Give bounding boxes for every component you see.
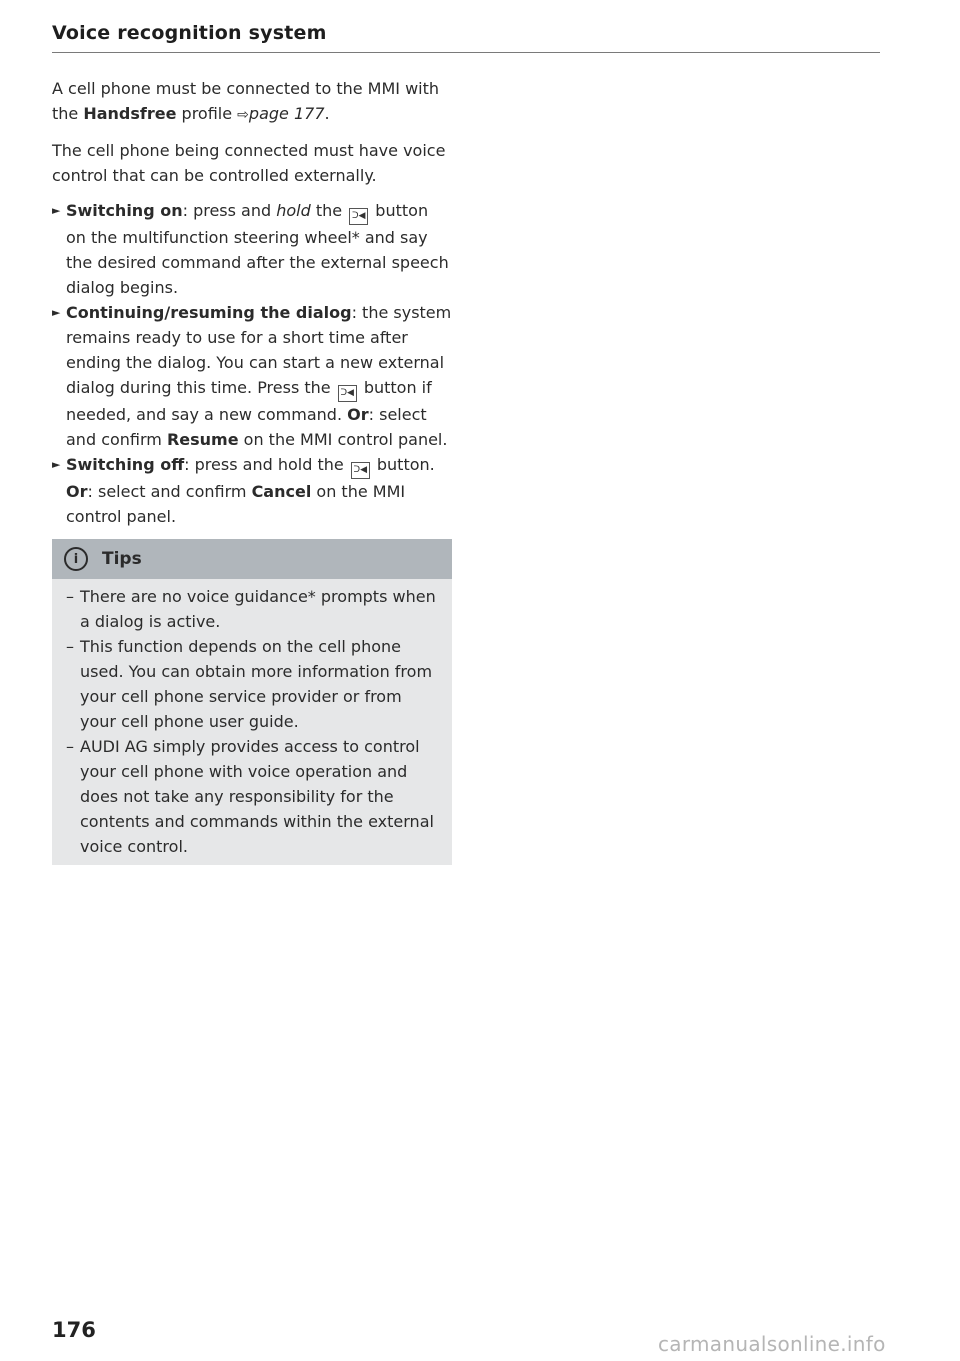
voice-button-icon: ᑐ◀ [338, 385, 357, 402]
page-header [52, 22, 880, 53]
tip-item [66, 584, 438, 634]
step-continuing-resuming [52, 300, 452, 452]
voice-button-icon: ᑐ◀ [351, 462, 370, 479]
step-text: button. [371, 455, 435, 474]
intro-paragraph-1 [52, 76, 452, 128]
section-title: Voice recognition system [52, 22, 327, 44]
bullet-arrow-icon: ► [52, 306, 61, 319]
step-text: button if needed, and say a new command. [66, 378, 432, 424]
main-column [52, 76, 452, 529]
site-watermark: carmanualsonline.info [658, 1332, 886, 1356]
step-label: Switching on [66, 201, 183, 220]
or-label: Or [347, 405, 369, 424]
step-emphasis: hold [276, 201, 311, 220]
tip-text: This function depends on the cell phone used. You can obtain more information from your cell phone service provider or from your cell phone user guide. [80, 637, 433, 731]
step-text: the [310, 201, 348, 220]
tips-list [52, 579, 452, 865]
tips-title: Tips [102, 549, 142, 569]
tip-text: There are no voice guidance* prompts when a dialog is active. [80, 587, 436, 631]
step-text: : select and confirm [87, 482, 252, 501]
tips-header [52, 539, 452, 579]
or-label: Or [66, 482, 88, 501]
tip-item [66, 634, 438, 734]
step-text: button on the multifunction steering wheel* and say the desired command after the external speech dialog begins. [66, 201, 449, 297]
handsfree-label: Handsfree [83, 104, 177, 123]
step-text: : the system remains ready to use for a short time after ending the dialog. You can start a new external dialog during this time. Press the [66, 303, 452, 397]
step-switching-off [52, 452, 452, 529]
step-label: Switching off [66, 455, 185, 474]
cancel-label: Cancel [251, 482, 312, 501]
step-switching-on [52, 198, 452, 300]
info-icon: i [64, 547, 88, 571]
dash-marker: – [66, 737, 74, 756]
page-reference-link[interactable]: page 177 [248, 104, 325, 123]
tip-item [66, 734, 438, 859]
step-text: : press and [182, 201, 277, 220]
tip-text: AUDI AG simply provides access to control your cell phone with voice operation and does not take any responsibility for the contents and commands within the external voice control. [80, 737, 434, 856]
step-label: Continuing/resuming the dialog [66, 303, 352, 322]
tips-box [52, 539, 452, 865]
bullet-arrow-icon: ► [52, 458, 61, 471]
step-text: : press and hold the [184, 455, 349, 474]
intro-paragraph-2: The cell phone being connected must have voice control that can be controlled externally. [52, 141, 446, 185]
dash-marker: – [66, 637, 74, 656]
page-ref-arrow-icon: ⇨ [237, 107, 249, 123]
bullet-arrow-icon: ► [52, 204, 61, 217]
intro-text: A cell phone must be connected to the MMI with the [52, 79, 440, 123]
intro-end: . [324, 104, 330, 123]
step-text: : select and confirm [66, 405, 427, 449]
step-text: on the MMI control panel. [66, 482, 406, 526]
page-number: 176 [52, 1318, 96, 1342]
step-text: on the MMI control panel. [238, 430, 448, 449]
resume-label: Resume [166, 430, 239, 449]
intro-text-2: profile [176, 104, 238, 123]
dash-marker: – [66, 587, 74, 606]
voice-button-icon: ᑐ◀ [349, 208, 368, 225]
